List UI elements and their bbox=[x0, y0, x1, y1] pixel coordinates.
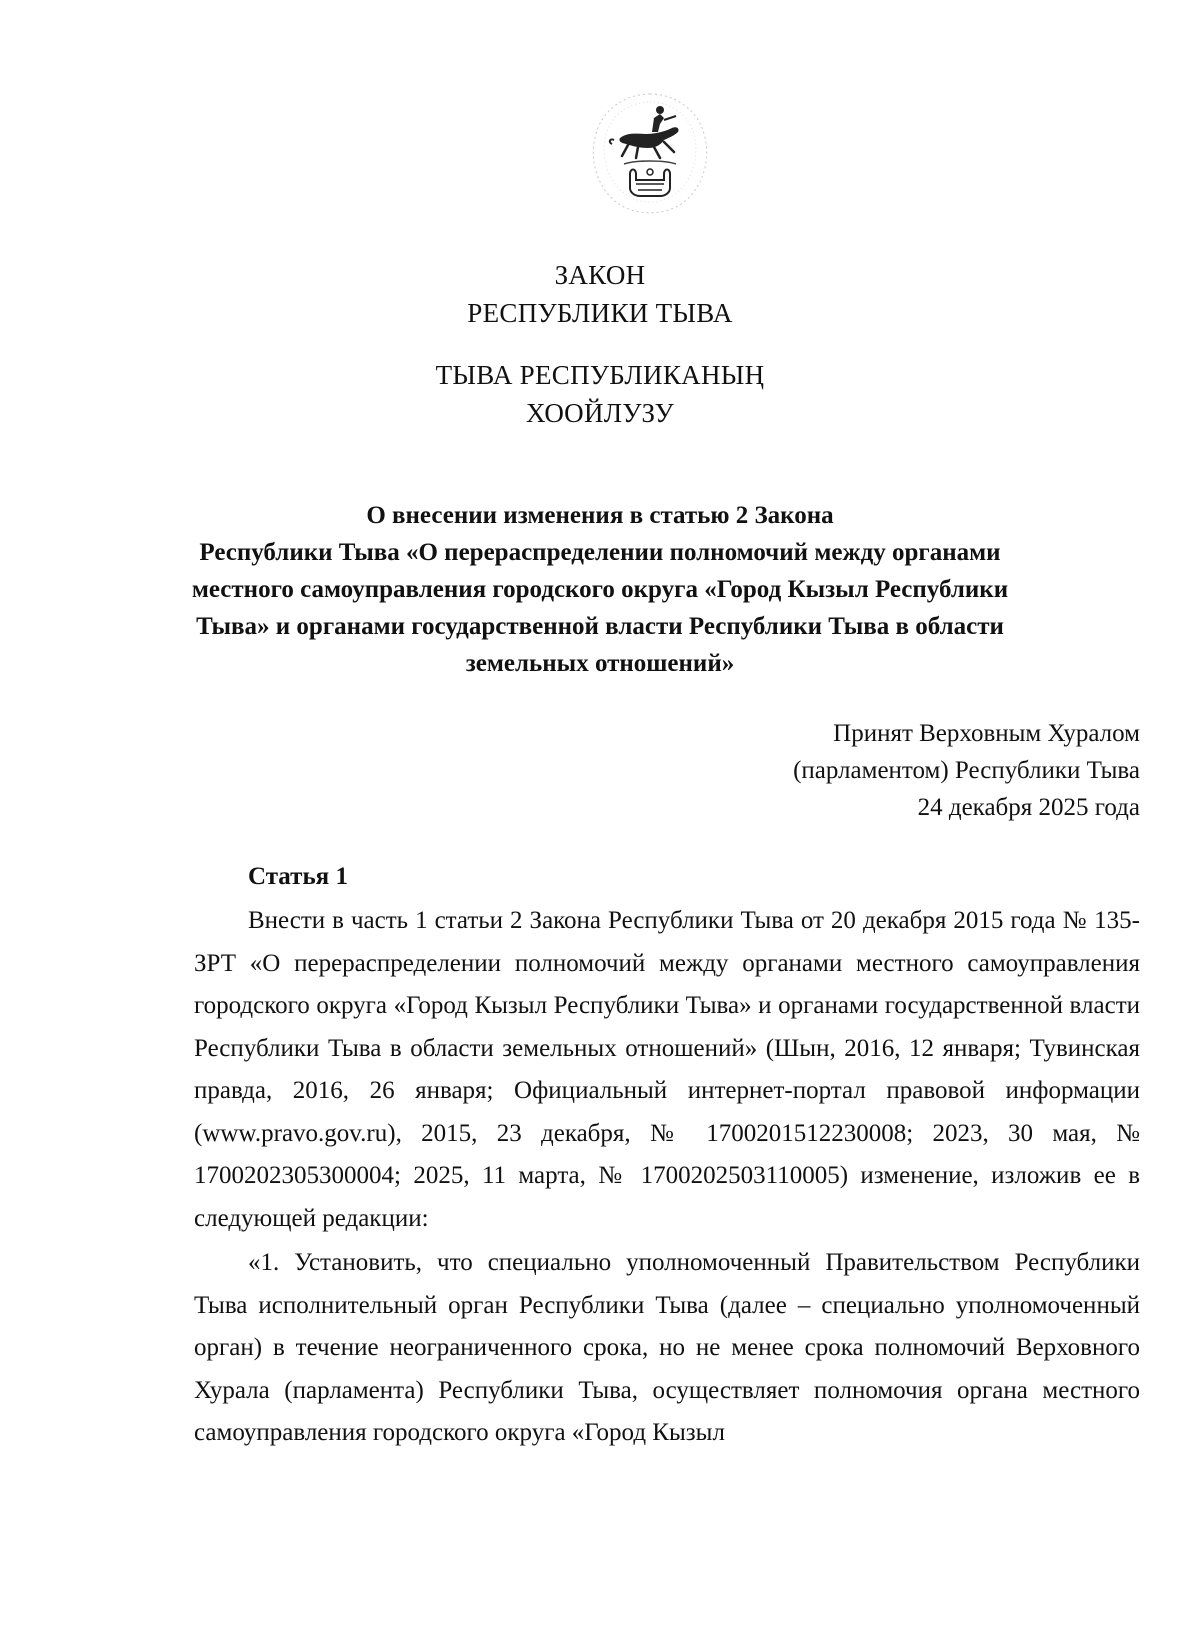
subject-line: местного самоуправления городского округа «Город Кызыл Республики bbox=[191, 576, 1009, 603]
law-title-line: ЗАКОН bbox=[554, 260, 646, 290]
subject-line: Тыва» и органами государственной власти Республики Тыва в области bbox=[196, 613, 1004, 640]
article-body bbox=[194, 900, 1140, 1455]
adoption-note bbox=[793, 715, 1140, 826]
law-title-russian bbox=[0, 256, 1200, 332]
article-paragraph: «1. Установить, что специально уполномоченный Правительством Республики Тыва исполнительный орган Республики Тыва (далее – специально уполномоченный орган) в течение неограниченного срока, но не менее срока полномочий Верховного Хурала (парламента) Республики Тыва, осуществляет полномочия органа местного самоуправления городского округа «Город Кызыл bbox=[194, 1249, 1140, 1446]
law-title-line: ТЫВА РЕСПУБЛИКАНЫҢ bbox=[435, 360, 765, 390]
subject-line: О внесении изменения в статью 2 Закона bbox=[366, 502, 834, 529]
subject-line: Республики Тыва «О перераспределении полномочий между органами bbox=[199, 539, 1001, 566]
law-title-tuvan bbox=[0, 356, 1200, 432]
article-paragraph: Внести в часть 1 статьи 2 Закона Республики Тыва от 20 декабря 2015 года № 135-ЗРТ «О перераспределении полномочий между органами местного самоуправления городского округа «Город Кызыл Республики Тыва» и органами государственной власти Республики Тыва в области земельных отношений» (Шын, 2016, 12 января; Тувинская правда, 2016, 26 января; Официальный интернет-портал правовой информации (www.pravo.gov.ru), 2015, 23 декабря, № 1700201512230008; 2023, 30 мая, № 1700202305300004; 2025, 11 марта, № 1700202503110005) изменение, изложив ее в следующей редакции: bbox=[194, 907, 1140, 1232]
adoption-line: Принят Верховным Хуралом bbox=[833, 720, 1140, 747]
law-title-line: РЕСПУБЛИКИ ТЫВА bbox=[467, 298, 733, 328]
coat-of-arms-emblem bbox=[580, 88, 720, 218]
subject-line: земельных отношений» bbox=[465, 650, 735, 677]
adoption-line: (парламентом) Республики Тыва bbox=[793, 757, 1140, 784]
article-title: Статья 1 bbox=[248, 863, 348, 890]
adoption-date: 24 декабря 2025 года bbox=[917, 794, 1140, 821]
law-subject-heading bbox=[190, 497, 1010, 682]
law-title-line: ХООЙЛУЗУ bbox=[525, 398, 675, 428]
